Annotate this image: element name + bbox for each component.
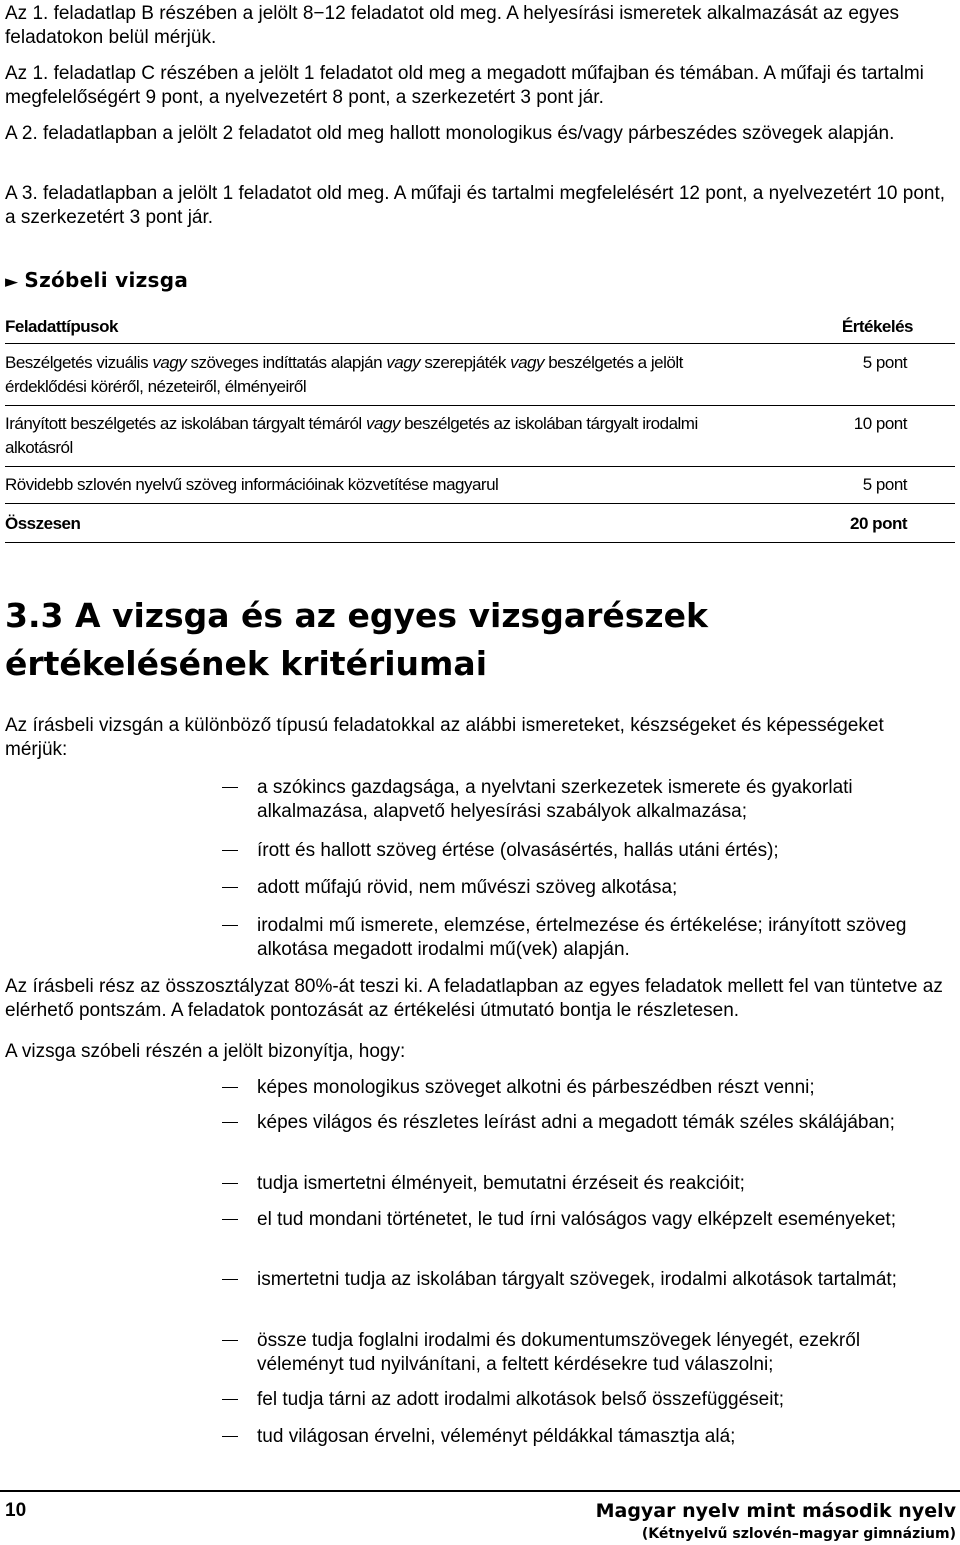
table-total-label: Összesen [5, 514, 81, 533]
criteria-title: 3.3 A vizsga és az egyes vizsgarészek értékelésének kritériumai [5, 596, 708, 683]
table-divider [5, 405, 955, 406]
emphasis-text: vagy [386, 353, 421, 372]
list-item-text: irodalmi mű ismerete, elemzése, értelmezése és értékelése; irányított szöveg alkotása megadott irodalmi mű(vek) alapján. [257, 915, 907, 960]
task-text: Rövidebb szlovén nyelvű szöveg információinak közvetítése magyarul [5, 475, 499, 494]
list-item-text: el tud mondani történetet, le tud írni valóságos vagy elképzelt eseményeket; [257, 1209, 896, 1230]
oral-exam-heading [5, 268, 188, 292]
table-divider [5, 466, 955, 467]
task-text: Beszélgetés vizuális [5, 353, 153, 372]
task-text: szöveges indíttatás alapján [186, 353, 387, 372]
oral-intro: A vizsga szóbeli részén a jelölt bizonyítja, hogy: [5, 1041, 406, 1062]
table-header-task: Feladattípusok [5, 317, 118, 336]
table-divider [5, 503, 955, 504]
footer-divider [0, 1490, 960, 1492]
triangle-bullet-icon: ► [5, 272, 19, 292]
dash-bullet-icon [222, 925, 238, 926]
table-task-cell [5, 351, 765, 399]
dash-bullet-icon [222, 850, 238, 851]
dash-bullet-icon [222, 1183, 238, 1184]
dash-bullet-icon [222, 1219, 238, 1220]
emphasis-text: vagy [510, 353, 544, 372]
table-score-cell: 5 pont [862, 353, 907, 372]
emphasis-text: vagy [365, 414, 400, 433]
dash-bullet-icon [222, 1087, 238, 1088]
list-item-text: tud világosan érvelni, véleményt példákkal támasztja alá; [257, 1426, 736, 1447]
footer-subtitle: (Kétnyelvű szlovén–magyar gimnázium) [641, 1526, 956, 1542]
task-text: beszélgetés az iskolában tárgyalt irodalmi alkotásról [5, 414, 698, 457]
table-divider [5, 343, 955, 344]
table-task-cell [5, 412, 765, 460]
page-number: 10 [5, 1500, 27, 1521]
task-text: beszélgetés a jelölt érdeklődési köréről, nézeteiről, élményeiről [5, 353, 683, 396]
written-intro: Az írásbeli vizsgán a különböző típusú feladatokkal az alábbi ismereteket, készségeket és képességeket mérjük: [5, 715, 884, 760]
table-score-cell: 5 pont [862, 475, 907, 494]
list-item-text: fel tudja tárni az adott irodalmi alkotások belső összefüggéseit; [257, 1389, 785, 1410]
oral-exam-heading-text: Szóbeli vizsga [24, 268, 189, 292]
list-item-text: össze tudja foglalni irodalmi és dokumentumszövegek lényegét, ezekről véleményt tud nyilvánítani, a feltett kérdésekre tud válaszolni; [257, 1330, 861, 1375]
table-divider [5, 542, 955, 543]
dash-bullet-icon [222, 1436, 238, 1437]
table-total-score: 20 pont [850, 514, 907, 533]
task-text: szerepjáték [420, 353, 511, 372]
table-header-score: Értékelés [841, 317, 913, 336]
list-item-text: ismertetni tudja az iskolában tárgyalt szövegek, irodalmi alkotások tartalmát; [257, 1269, 897, 1290]
footer-title: Magyar nyelv mint második nyelv [595, 1500, 956, 1522]
dash-bullet-icon [222, 887, 238, 888]
dash-bullet-icon [222, 1279, 238, 1280]
emphasis-text: vagy [152, 353, 187, 372]
list-item-text: képes világos és részletes leírást adni a megadott témák széles skálájában; [257, 1112, 895, 1133]
dash-bullet-icon [222, 787, 238, 788]
written-weight-paragraph: Az írásbeli rész az összosztályzat 80%-át teszi ki. A feladatlapban az egyes feladatok mellett fel van tüntetve az elérhető pontszám. A feladatok pontozását az értékelési útmutató bontja le részletesen. [5, 976, 943, 1021]
list-item-text: írott és hallott szöveg értése (olvasásértés, hallás utáni értés); [257, 840, 779, 861]
intro-paragraph-1: Az 1. feladatlap B részében a jelölt 8−12 feladatot old meg. A helyesírási ismeretek alkalmazását az egyes feladatokon belül mérjük. [5, 3, 900, 48]
dash-bullet-icon [222, 1122, 238, 1123]
list-item-text: a szókincs gazdagsága, a nyelvtani szerkezetek ismerete és gyakorlati alkalmazása, alapvető helyesírási szabályok alkalmazása; [257, 777, 853, 822]
intro-paragraph-3: A 2. feladatlapban a jelölt 2 feladatot old meg hallott monologikus és/vagy párbeszédes szövegek alapján. [5, 123, 895, 144]
dash-bullet-icon [222, 1340, 238, 1341]
list-item-text: adott műfajú rövid, nem művészi szöveg alkotása; [257, 877, 678, 898]
table-task-cell [5, 473, 765, 497]
list-item-text: képes monologikus szöveget alkotni és párbeszédben részt venni; [257, 1077, 815, 1098]
list-item-text: tudja ismertetni élményeit, bemutatni érzéseit és reakcióit; [257, 1173, 745, 1194]
intro-paragraph-4: A 3. feladatlapban a jelölt 1 feladatot old meg. A műfaji és tartalmi megfelelésért 12 pont, a nyelvezetért 10 pont, a szerkezetért 3 pont jár. [5, 183, 946, 228]
task-text: Irányított beszélgetés az iskolában tárgyalt témáról [5, 414, 366, 433]
table-score-cell: 10 pont [853, 414, 907, 433]
intro-paragraph-2: Az 1. feladatlap C részében a jelölt 1 feladatot old meg a megadott műfajban és témában. A műfaji és tartalmi megfelelőségért 9 pont, a nyelvezetért 8 pont, a szerkezetért 3 pont jár. [5, 63, 924, 108]
dash-bullet-icon [222, 1399, 238, 1400]
